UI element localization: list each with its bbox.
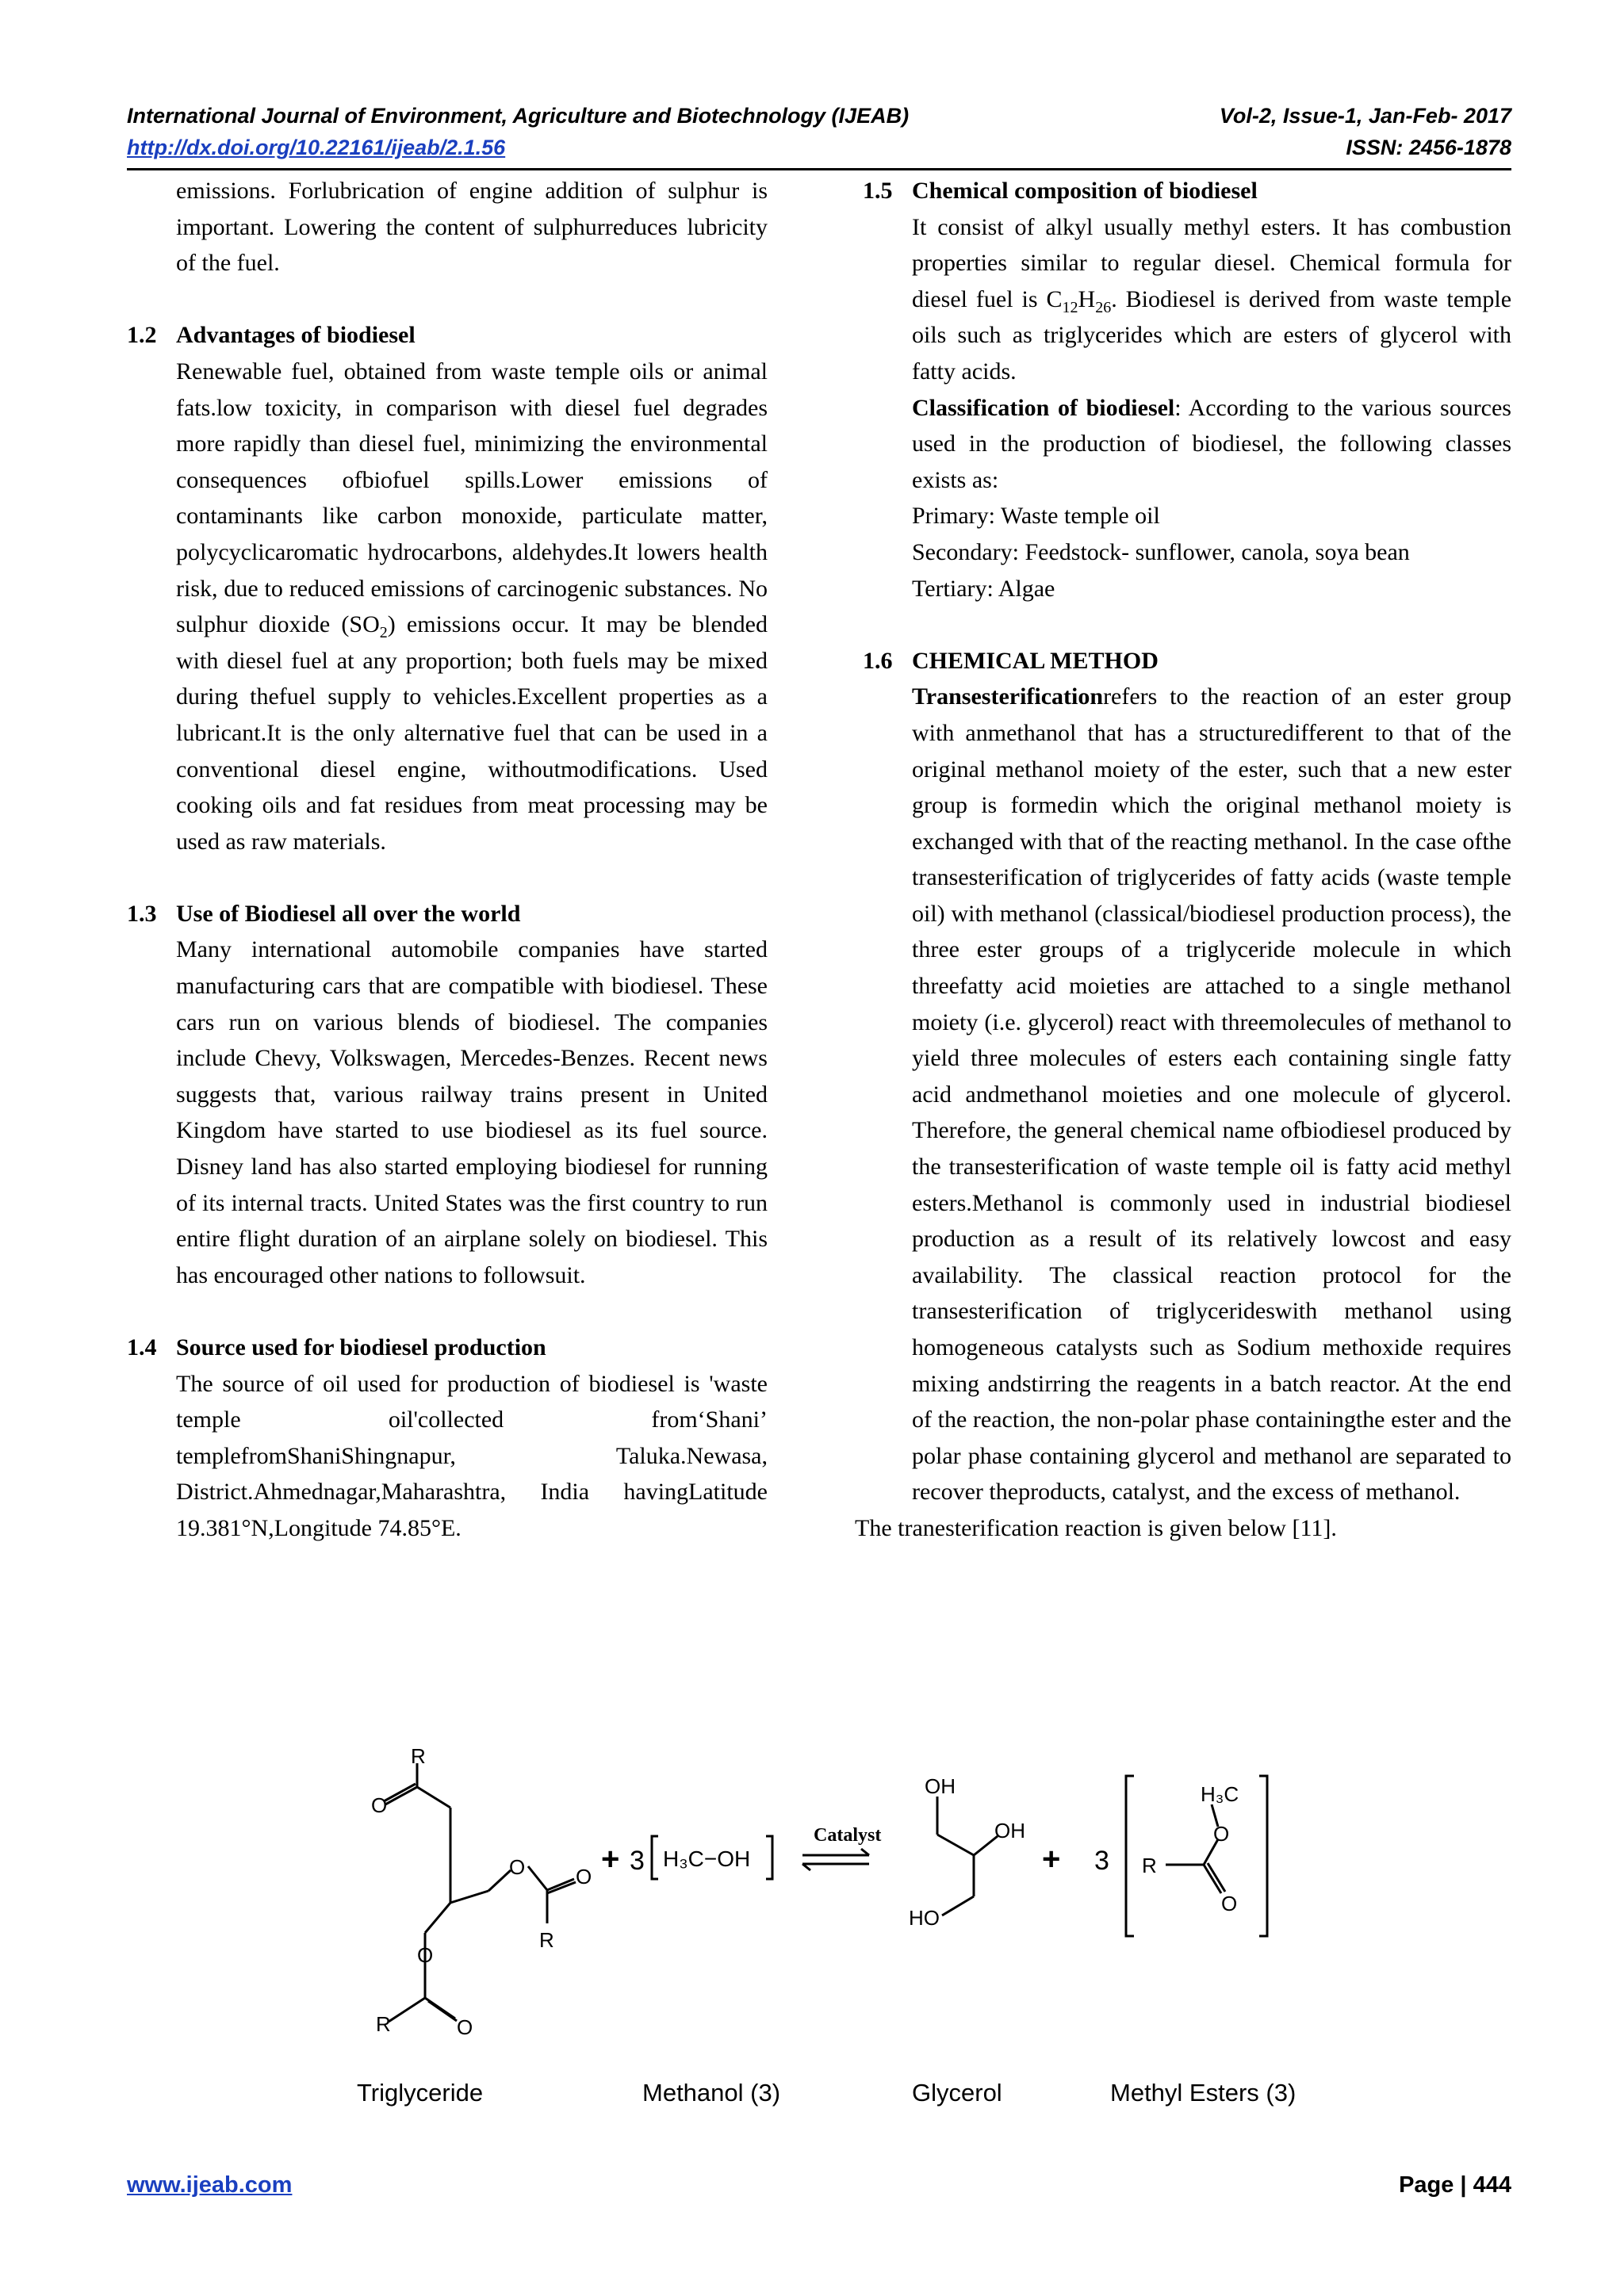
left-column [127,173,768,1547]
footer-site-link[interactable]: www.ijeab.com [127,2172,293,2198]
reaction-intro: The tranesterification reaction is given below [11]. [855,1514,1337,1541]
section-number: 1.2 [127,322,157,349]
atom-o: O [417,1943,434,1967]
section-1-2 [127,317,768,859]
section-body: Transesterificationrefers to the reaction of an ester group with anmethanol that has a structuredifferent to that of the original methanol moiety of the ester, such that a new ester group is formedin which the original methanol moiety is exchanged with that of the reacting methanol. In the case ofthe transesterification of triglycerides of fatty acids (waste temple oil) with methanol (classical/biodiesel production process), the three ester groups of a triglyceride molecule in which threefatty acid moieties are attached to a single methanol moiety (i.e. glycerol) react with threemolecules of methanol to yield three molecules of esters each containing single fatty acid andmethanol moieties and one molecule of glycerol. Therefore, the general chemical name ofbiodiesel produced by the transesterification of waste temple oil is fatty acid methyl esters.Methanol is commonly used in industrial biodiesel production as a result of its relatively lowcost and easy availability. The classical reaction protocol for the transesterification of triglycerideswith methanol using homogeneous catalysts such as Sodium methoxide requires mixing andstirring the reagents in a batch reactor. At the end of the reaction, the non-polar phase containingthe ester and the polar phase containing glycerol and methanol are separated to recover theproducts, catalyst, and the excess of methanol. [912,683,1511,1506]
atom-h3c: H₃C [1201,1782,1239,1806]
section-number: 1.5 [863,178,893,204]
running-header-doi-row [127,132,1511,163]
header-rule [127,168,1511,170]
section-number: 1.6 [863,647,893,674]
section-number: 1.3 [127,900,157,927]
methanol-formula: H₃C−OH [663,1846,751,1871]
atom-o: O [371,1793,388,1817]
label-glycerol: Glycerol [912,2079,1002,2107]
atom-o: O [1213,1822,1230,1846]
section-heading [127,317,768,354]
section-1-3 [127,896,768,1294]
section-heading [863,173,1511,209]
section-body: It consist of alkyl usually methyl esters. It has combustion properties similar to regular diesel. Chemical formula for diesel fuel is $C_{12}H_{26}$. Biodiesel is derived from waste temple oils such as triglycerides which are esters of glycerol with fatty acids. [912,213,1512,385]
section-heading [127,1330,768,1366]
section-1-6 [863,643,1511,1510]
catalyst-label: Catalyst [814,1825,882,1846]
atom-r: R [539,1928,554,1952]
atom-o: O [576,1865,592,1888]
plus-sign: + [1042,1842,1061,1877]
transesterification-scheme [309,1744,1308,2109]
label-methyl-esters: Methyl Esters (3) [1110,2079,1297,2107]
term-transesterification: Transesterification [912,683,1104,710]
atom-r: R [376,2012,391,2036]
class-tertiary: Tertiary: Algae [912,575,1055,602]
coefficient: 3 [630,1846,645,1876]
atom-oh: OH [925,1774,956,1798]
atom-o: O [509,1855,526,1879]
right-column [855,173,1512,1547]
class-primary: Primary: Waste temple oil [912,503,1160,530]
plus-sign: + [601,1842,620,1877]
running-header [127,100,1511,132]
page-number: Page | 444 [1399,2172,1511,2198]
doi-link[interactable]: http://dx.doi.org/10.22161/ijeab/2.1.56 [127,136,506,159]
section-title: Advantages of biodiesel [176,322,416,349]
classification-label: Classification of biodiesel [912,394,1175,421]
label-triglyceride: Triglyceride [357,2079,484,2107]
classification-list [863,498,1511,607]
section-body: Renewable fuel, obtained from waste temple oils or animal fats.low toxicity, in comparison with diesel fuel degrades more rapidly than diesel fuel, minimizing the environmental consequences ofbiofuel spills.Lower emissions of contaminants like carbon monoxide, particulate matter, polycyclicaromatic hydrocarbons, aldehydes.It lowers health risk, due to reduced emissions of carcinogenic substances. No sulphur dioxide $(SO_2)$ emissions occur. It may be blended with diesel fuel at any proportion; both fuels may be mixed during thefuel supply to vehicles.Excellent properties as a lubricant.It is the only alternative fuel that can be used in a conventional diesel engine, withoutmodifications. Used cooking oils and fat residues from meat processing may be used as raw materials. [176,358,768,855]
section-body: The source of oil used for production of biodiesel is 'waste temple oil'collected from‘Shani’ templefromShaniShingnapur, Taluka.Newasa, District.Ahmednagar,Maharashtra, India havingLatitude 19.381°N,Longitude 74.85°E. [176,1370,768,1541]
coefficient: 3 [1094,1846,1109,1876]
section-1-5 [863,173,1511,607]
atom-r: R [1142,1854,1157,1877]
atom-ho: HO [909,1906,940,1930]
section-title: CHEMICAL METHOD [912,647,1159,674]
issn: ISSN: 2456-1878 [1346,136,1511,159]
section-heading [863,643,1511,679]
class-secondary: Secondary: Feedstock- sunflower, canola, soya bean [912,538,1410,565]
classification-paragraph: Classification of biodiesel: According to the various sources used in the production of biodiesel, the following classes exists as: [912,394,1511,493]
section-title: Source used for biodiesel production [176,1334,546,1360]
section-body: Many international automobile companies have started manufacturing cars that are compatible with biodiesel. These cars run on various blends of biodiesel. The companies include Chevy, Volkswagen, Mercedes-Benzes. Recent news suggests that, various railway trains present in United Kingdom have started to use biodiesel as its fuel source. Disney land has also started employing biodiesel for running of its internal tracts. United States was the first country to run entire flight duration of an airplane solely on biodiesel. This has encouraged other nations to followsuit. [176,936,768,1288]
section-heading [127,896,768,932]
label-methanol: Methanol (3) [642,2079,781,2107]
atom-o: O [457,2015,473,2039]
volume-issue: Vol-2, Issue-1, Jan-Feb- 2017 [1219,104,1511,128]
section-title: Use of Biodiesel all over the world [176,900,521,927]
atom-oh: OH [994,1819,1025,1843]
section-1-4 [127,1330,768,1547]
journal-title: International Journal of Environment, Agriculture and Biotechnology (IJEAB) [127,104,910,128]
section-number: 1.4 [127,1334,157,1360]
atom-o: O [1221,1892,1238,1915]
intro-paragraph: emissions. Forlubrication of engine addition of sulphur is important. Lowering the content of sulphurreduces lubricity of the fuel. [176,178,768,277]
section-title: Chemical composition of biodiesel [912,178,1258,204]
atom-r: R [411,1744,426,1768]
